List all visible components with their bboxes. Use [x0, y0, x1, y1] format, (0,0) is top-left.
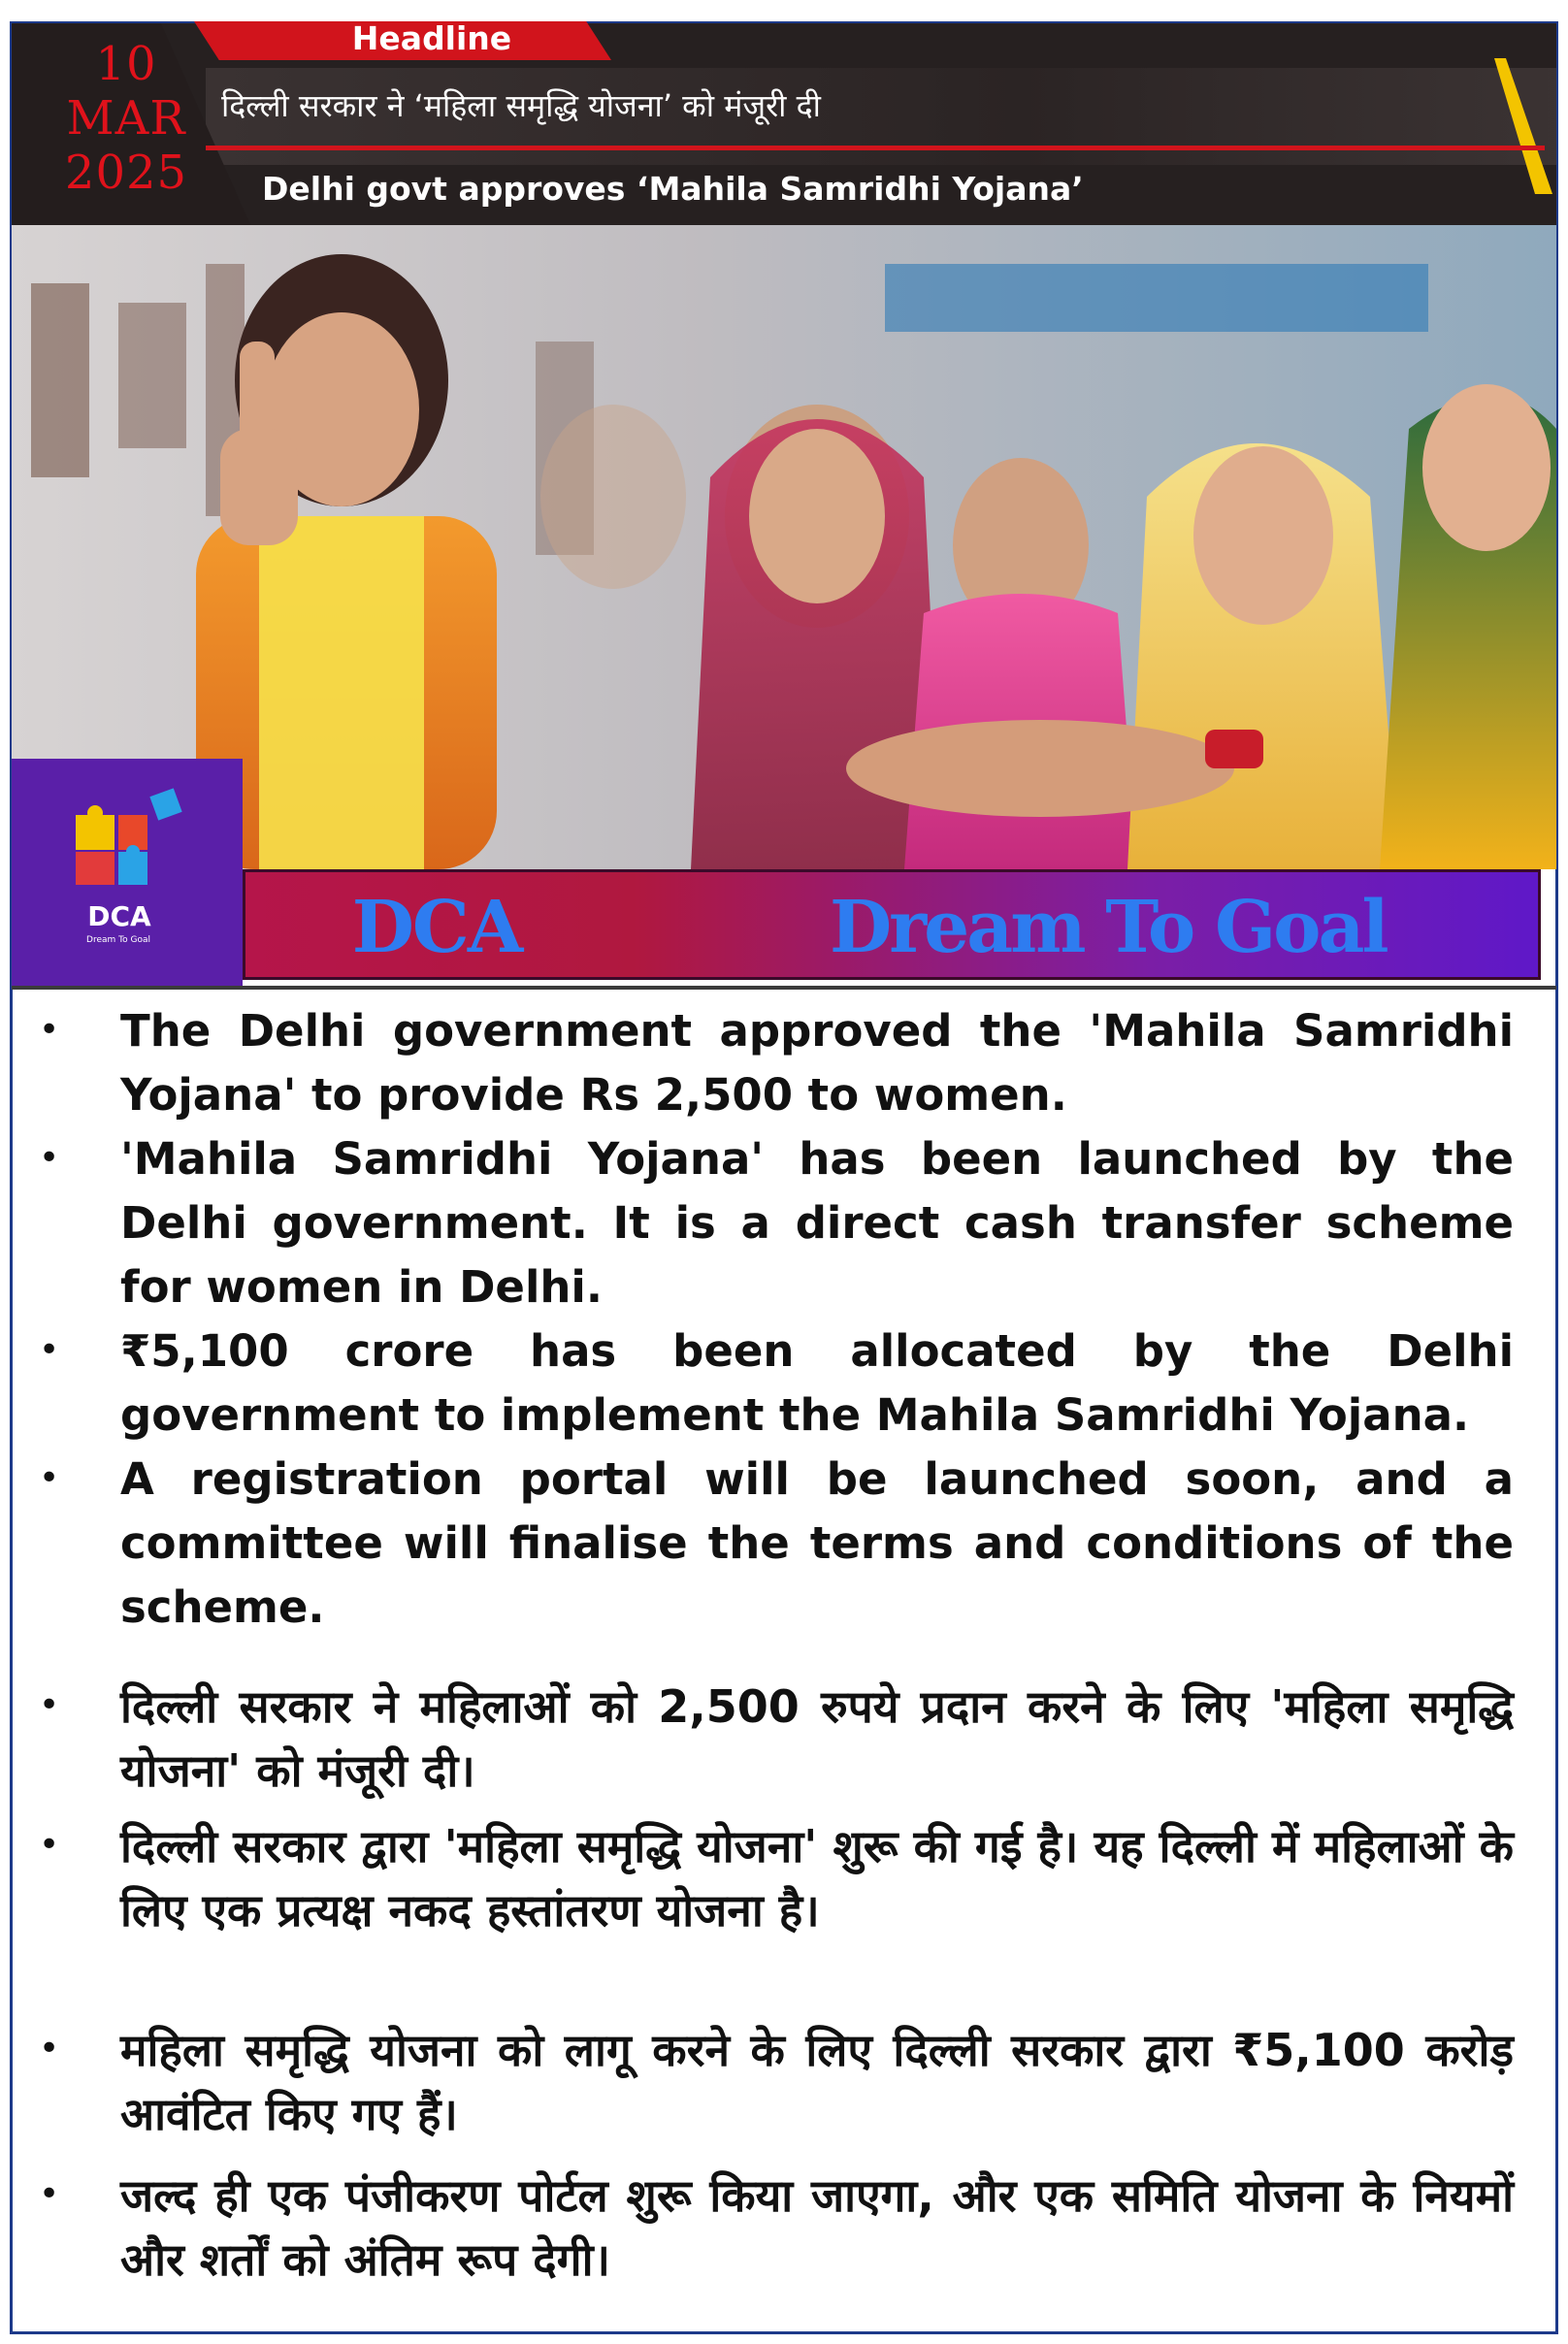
brand-label-right: Dream To Goal	[830, 886, 1387, 969]
bullet-marker: •	[39, 1010, 60, 1050]
headline-hindi: दिल्ली सरकार ने ‘महिला समृद्धि योजना’ को मंजूरी दी	[221, 87, 821, 124]
logo-wordmark: DCA	[87, 900, 151, 932]
headline-english: Delhi govt approves ‘Mahila Samridhi Yojana’	[262, 170, 1084, 208]
date-stamp	[39, 37, 213, 200]
date-month: MAR	[66, 91, 186, 146]
headline-divider	[206, 146, 1545, 150]
puzzle-icon	[12, 759, 243, 990]
brand-label-left: DCA	[351, 886, 522, 969]
bullet-marker: •	[39, 1825, 60, 1865]
bullet-marker: •	[39, 1330, 60, 1370]
headline-tab-label: Headline	[351, 19, 512, 57]
bullet-english-1: The Delhi government approved the 'Mahila Samridhi Yojana' to provide Rs 2,500 to women.	[120, 1005, 1514, 1121]
date-day: 10	[95, 37, 157, 91]
news-photo	[12, 225, 1556, 869]
bullet-english-2: 'Mahila Samridhi Yojana' has been launched by the Delhi government. It is a direct cash transfer scheme for women in Delhi.	[120, 1133, 1514, 1313]
bullet-hindi-1: दिल्ली सरकार ने महिलाओं को 2,500 रुपये प्रदान करने के लिए 'महिला समृद्धि योजना' को मंजूरी दी।	[120, 1680, 1514, 1797]
bullet-english-3: ₹5,100 crore has been allocated by the Delhi government to implement the Mahila Samridhi Yojana.	[120, 1325, 1514, 1441]
bullet-hindi-2: दिल्ली सरकार द्वारा 'महिला समृद्धि योजना' शुरू की गई है। यह दिल्ली में महिलाओं के लिए एक प्रत्यक्ष नकद हस्तांतरण योजना है।	[120, 1820, 1514, 1937]
bullet-hindi-3: महिला समृद्धि योजना को लागू करने के लिए दिल्ली सरकार द्वारा ₹5,100 करोड़ आवंटित किए गए हैं।	[120, 2024, 1514, 2140]
bullet-hindi-4: जल्द ही एक पंजीकरण पोर्टल शुरू किया जाएगा, और एक समिति योजना के नियमों और शर्तों को अंतिम रूप देगी।	[120, 2169, 1514, 2286]
bullet-english-4: A registration portal will be launched soon, and a committee will finalise the terms and conditions of the scheme.	[120, 1453, 1514, 1633]
bullet-marker: •	[39, 1458, 60, 1498]
date-year: 2025	[64, 146, 188, 200]
women-group-photo	[12, 225, 1556, 869]
bullet-marker: •	[39, 1685, 60, 1725]
bullet-marker: •	[39, 2174, 60, 2214]
bullet-marker: •	[39, 1138, 60, 1178]
brand-divider	[12, 986, 1556, 990]
bullet-marker: •	[39, 2029, 60, 2068]
logo-tagline: Dream To Goal	[86, 935, 150, 945]
dca-logo	[12, 759, 243, 990]
